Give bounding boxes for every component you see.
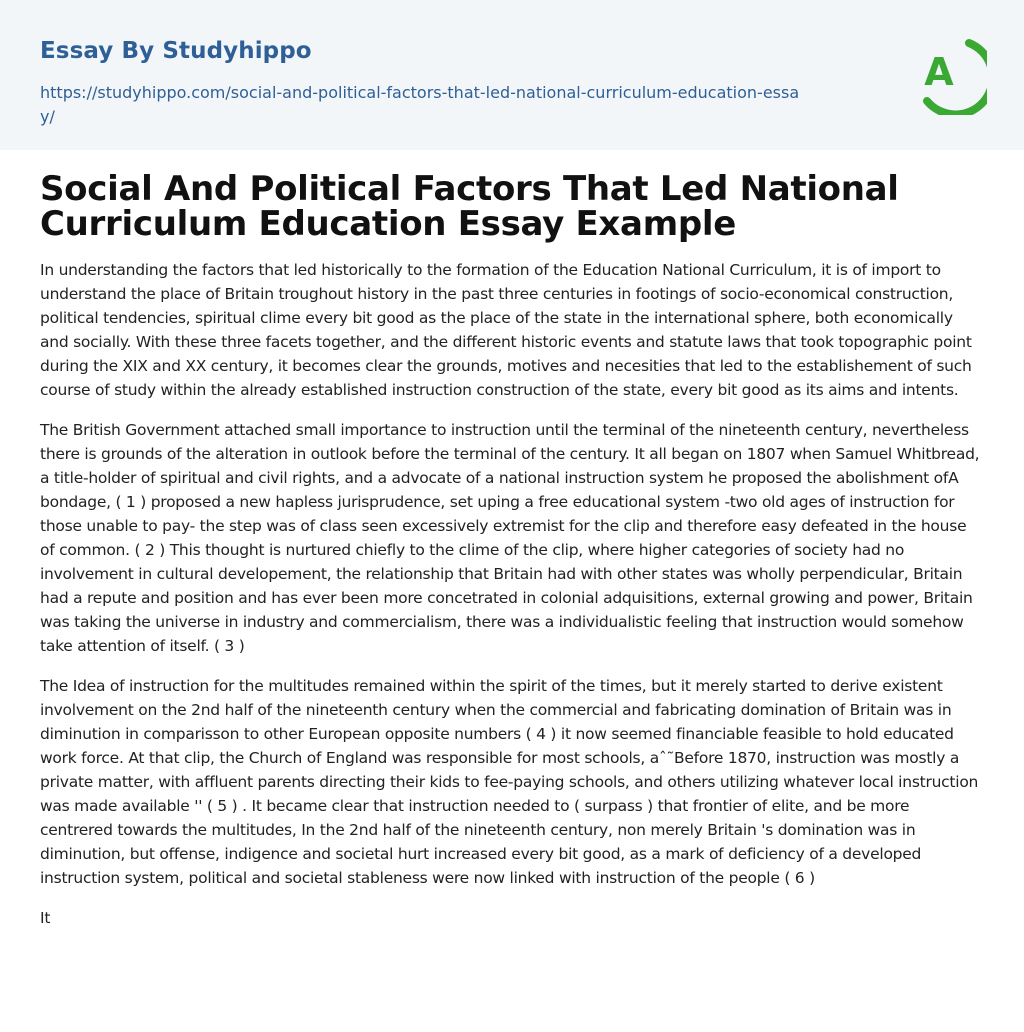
essay-paragraph: The Idea of instruction for the multitudes remained within the spirit of the times, but it merely started to derive existent involvement on the 2nd half of the nineteenth century when the commercial and fabricating domination of Britain was in diminution in comparisson to other European opposite numbers ( 4 ) it now seemed financiable feasible to hold educated work force. At that clip, the Church of England was responsible for most schools, aˆ˜Before 1870, instruction was mostly a private matter, with affluent parents directing their kids to fee-paying schools, and others utilizing whatever local instruction was made available '' ( 5 ) . It became clear that instruction needed to ( surpass ) that frontier of elite, and be more centrered towards the multitudes, In the 2nd half of the nineteenth century, non merely Britain 's domination was in diminution, but offense, indigence and societal hurt increased every bit good, as a mark of deficiency of a developed instruction system, political and societal stableness were now linked with instruction of the people ( 6 )	[40, 677, 979, 887]
site-title[interactable]: Essay By Studyhippo	[40, 38, 312, 64]
studyhippo-logo-icon[interactable]	[905, 29, 987, 115]
essay-paragraph: In understanding the factors that led historically to the formation of the Education National Curriculum, it is of import to understand the place of Britain troughout history in the past three centuries in footings of socio-economical construction, political tendencies, spiritual clime every bit good as the place of the state in the international sphere, both economically and socially. With these three facets together, and the different historic events and statute laws that took topographic point during the XIX and XX century, it becomes clear the grounds, motives and necesities that led to the establishement of such course of study within the already established instruction construction of the state, every bit good as its aims and intents.	[40, 261, 972, 399]
logo-letter: A	[924, 50, 954, 94]
essay-url-link[interactable]: https://studyhippo.com/social-and-political-factors-that-led-national-curriculum-education-essay/	[40, 83, 800, 126]
essay-paragraph: The British Government attached small importance to instruction until the terminal of the nineteenth century, nevertheless there is grounds of the alteration in outlook before the terminal of the century. It all began on 1807 when Samuel Whitbread, a title-holder of spiritual and civil rights, and a advocate of a national instruction system he proposed the abolishment ofA bondage, ( 1 ) proposed a new hapless jurisprudence, set uping a free educational system -two old ages of instruction for those unable to pay- the step was of class seen excessively extremist for the clip and therefore easy defeated in the house of common. ( 2 ) This thought is nurtured chiefly to the clime of the clip, where higher categories of society had no involvement in cultural developement, the relationship that Britain had with other states was wholly perpendicular, Britain had a repute and position and has ever been more concetrated in colonial adquisitions, external growing and power, Britain was taking the universe in industry and commercialism, there was a individualistic feeling that instruction would somehow take attention of itself. ( 3 )	[40, 421, 980, 655]
site-header	[0, 0, 1024, 150]
essay-content	[0, 150, 1024, 930]
essay-paragraph-truncated: It	[40, 909, 51, 927]
essay-title: Social And Political Factors That Led National Curriculum Education Essay Example	[40, 169, 899, 244]
